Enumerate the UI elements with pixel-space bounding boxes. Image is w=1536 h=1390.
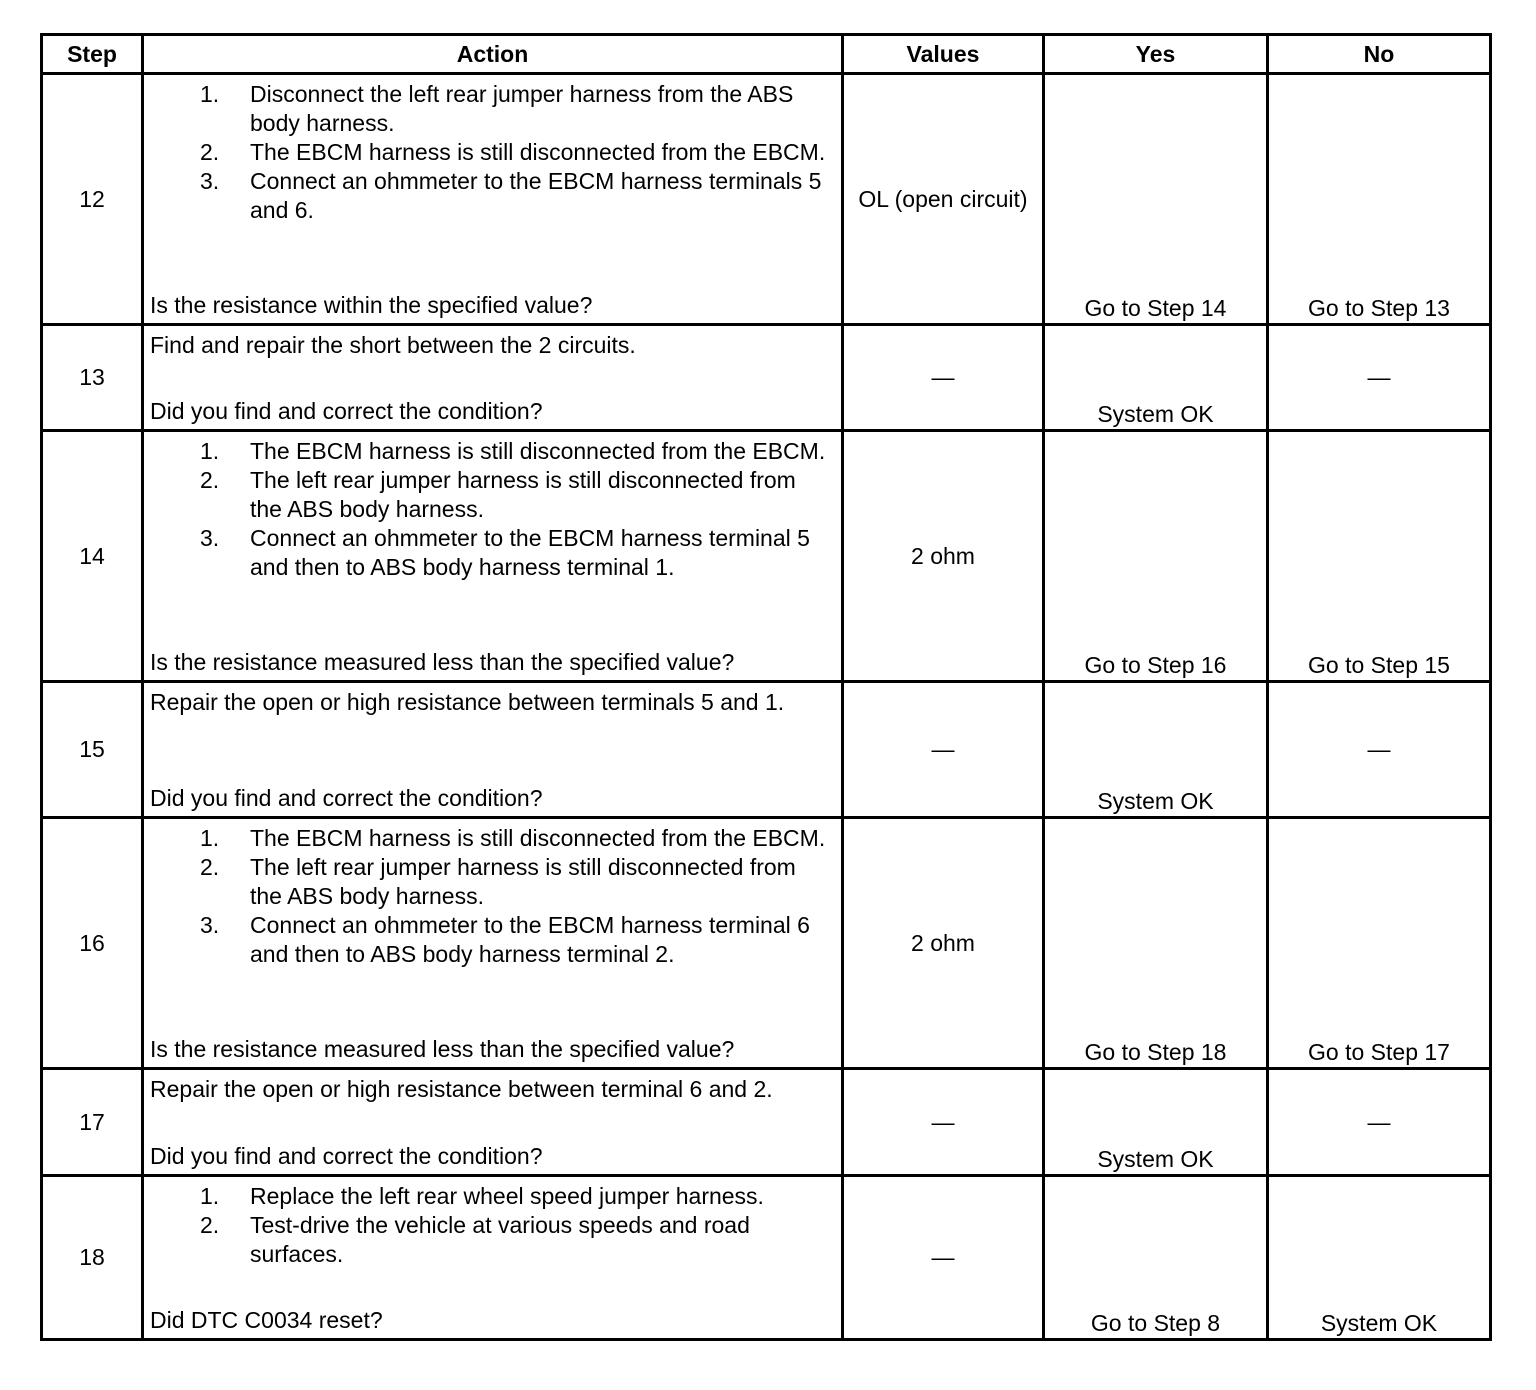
step-number: 17 bbox=[42, 1069, 143, 1176]
action-question: Is the resistance within the specified value? bbox=[150, 292, 593, 318]
list-item bbox=[150, 167, 833, 225]
header-row bbox=[42, 35, 1491, 74]
table-row-step-18 bbox=[42, 1176, 1491, 1340]
action-text: Repair the open or high resistance between terminal 6 and 2. bbox=[150, 1076, 773, 1102]
item-text: The EBCM harness is still disconnected from the EBCM. bbox=[250, 825, 826, 851]
action-question: Is the resistance measured less than the specified value? bbox=[150, 1036, 735, 1062]
table-row-step-16 bbox=[42, 818, 1491, 1069]
action-list bbox=[150, 824, 833, 969]
action-question: Is the resistance measured less than the specified value? bbox=[150, 649, 735, 675]
yes-cell: Go to Step 8 bbox=[1044, 1176, 1268, 1340]
item-text: The left rear jumper harness is still disconnected from the ABS body harness. bbox=[250, 467, 796, 522]
action-cell bbox=[143, 325, 843, 431]
item-text: Disconnect the left rear jumper harness from the ABS body harness. bbox=[250, 81, 794, 136]
item-number: 2. bbox=[200, 1212, 220, 1238]
no-cell: — bbox=[1268, 682, 1491, 818]
step-number: 18 bbox=[42, 1176, 143, 1340]
item-number: 2. bbox=[200, 854, 220, 880]
value-cell: — bbox=[843, 682, 1044, 818]
item-number: 1. bbox=[200, 438, 220, 464]
item-text: The EBCM harness is still disconnected from the EBCM. bbox=[250, 438, 826, 464]
item-text: Replace the left rear wheel speed jumper harness. bbox=[250, 1183, 764, 1209]
action-text: Repair the open or high resistance between terminals 5 and 1. bbox=[150, 689, 785, 715]
item-text: The EBCM harness is still disconnected from the EBCM. bbox=[250, 139, 826, 165]
action-cell bbox=[143, 682, 843, 818]
yes-cell: Go to Step 16 bbox=[1044, 431, 1268, 682]
step-number: 14 bbox=[42, 431, 143, 682]
yes-cell: System OK bbox=[1044, 682, 1268, 818]
item-number: 2. bbox=[200, 467, 220, 493]
value-cell: — bbox=[843, 1176, 1044, 1340]
table-row-step-14 bbox=[42, 431, 1491, 682]
item-number: 1. bbox=[200, 1183, 220, 1209]
no-cell: System OK bbox=[1268, 1176, 1491, 1340]
list-item bbox=[150, 437, 833, 466]
action-question: Did you find and correct the condition? bbox=[150, 785, 543, 811]
list-item bbox=[150, 824, 833, 853]
list-item bbox=[150, 80, 833, 138]
table-row-step-12 bbox=[42, 74, 1491, 325]
item-text: Test-drive the vehicle at various speeds and road surfaces. bbox=[250, 1212, 750, 1267]
step-number: 16 bbox=[42, 818, 143, 1069]
action-question: Did DTC C0034 reset? bbox=[150, 1307, 383, 1333]
action-question: Did you find and correct the condition? bbox=[150, 398, 543, 424]
action-cell bbox=[143, 1069, 843, 1176]
item-number: 3. bbox=[200, 525, 220, 551]
list-item bbox=[150, 1182, 833, 1211]
action-question: Did you find and correct the condition? bbox=[150, 1143, 543, 1169]
item-number: 1. bbox=[200, 825, 220, 851]
value-cell: 2 ohm bbox=[843, 431, 1044, 682]
yes-cell: System OK bbox=[1044, 325, 1268, 431]
item-text: The left rear jumper harness is still disconnected from the ABS body harness. bbox=[250, 854, 796, 909]
list-item bbox=[150, 466, 833, 524]
list-item bbox=[150, 524, 833, 582]
diagnostic-table bbox=[40, 33, 1492, 1341]
list-item bbox=[150, 1211, 833, 1269]
action-cell bbox=[143, 431, 843, 682]
action-list bbox=[150, 437, 833, 582]
no-cell: Go to Step 15 bbox=[1268, 431, 1491, 682]
list-item bbox=[150, 911, 833, 969]
action-list bbox=[150, 80, 833, 225]
list-item bbox=[150, 853, 833, 911]
header-step: Step bbox=[42, 35, 143, 74]
item-text: Connect an ohmmeter to the EBCM harness terminal 5 and then to ABS body harness terminal 1. bbox=[250, 525, 810, 580]
step-number: 15 bbox=[42, 682, 143, 818]
yes-cell: Go to Step 18 bbox=[1044, 818, 1268, 1069]
header-yes: Yes bbox=[1044, 35, 1268, 74]
no-cell: — bbox=[1268, 325, 1491, 431]
item-number: 2. bbox=[200, 139, 220, 165]
no-cell: Go to Step 17 bbox=[1268, 818, 1491, 1069]
yes-cell: System OK bbox=[1044, 1069, 1268, 1176]
value-cell: — bbox=[843, 325, 1044, 431]
action-cell bbox=[143, 74, 843, 325]
step-number: 13 bbox=[42, 325, 143, 431]
action-list bbox=[150, 1182, 833, 1269]
item-number: 3. bbox=[200, 912, 220, 938]
step-number: 12 bbox=[42, 74, 143, 325]
action-text: Find and repair the short between the 2 circuits. bbox=[150, 332, 636, 358]
header-values: Values bbox=[843, 35, 1044, 74]
table-row-step-15 bbox=[42, 682, 1491, 818]
action-cell bbox=[143, 818, 843, 1069]
header-action: Action bbox=[143, 35, 843, 74]
item-text: Connect an ohmmeter to the EBCM harness terminal 6 and then to ABS body harness terminal 2. bbox=[250, 912, 810, 967]
no-cell: Go to Step 13 bbox=[1268, 74, 1491, 325]
diagnostic-table-page bbox=[40, 33, 1492, 1341]
value-cell: — bbox=[843, 1069, 1044, 1176]
table-row-step-17 bbox=[42, 1069, 1491, 1176]
action-cell bbox=[143, 1176, 843, 1340]
header-no: No bbox=[1268, 35, 1491, 74]
value-cell: OL (open circuit) bbox=[843, 74, 1044, 325]
value-cell: 2 ohm bbox=[843, 818, 1044, 1069]
table-row-step-13 bbox=[42, 325, 1491, 431]
list-item bbox=[150, 138, 833, 167]
item-number: 3. bbox=[200, 168, 220, 194]
yes-cell: Go to Step 14 bbox=[1044, 74, 1268, 325]
item-number: 1. bbox=[200, 81, 220, 107]
item-text: Connect an ohmmeter to the EBCM harness terminals 5 and 6. bbox=[250, 168, 822, 223]
no-cell: — bbox=[1268, 1069, 1491, 1176]
